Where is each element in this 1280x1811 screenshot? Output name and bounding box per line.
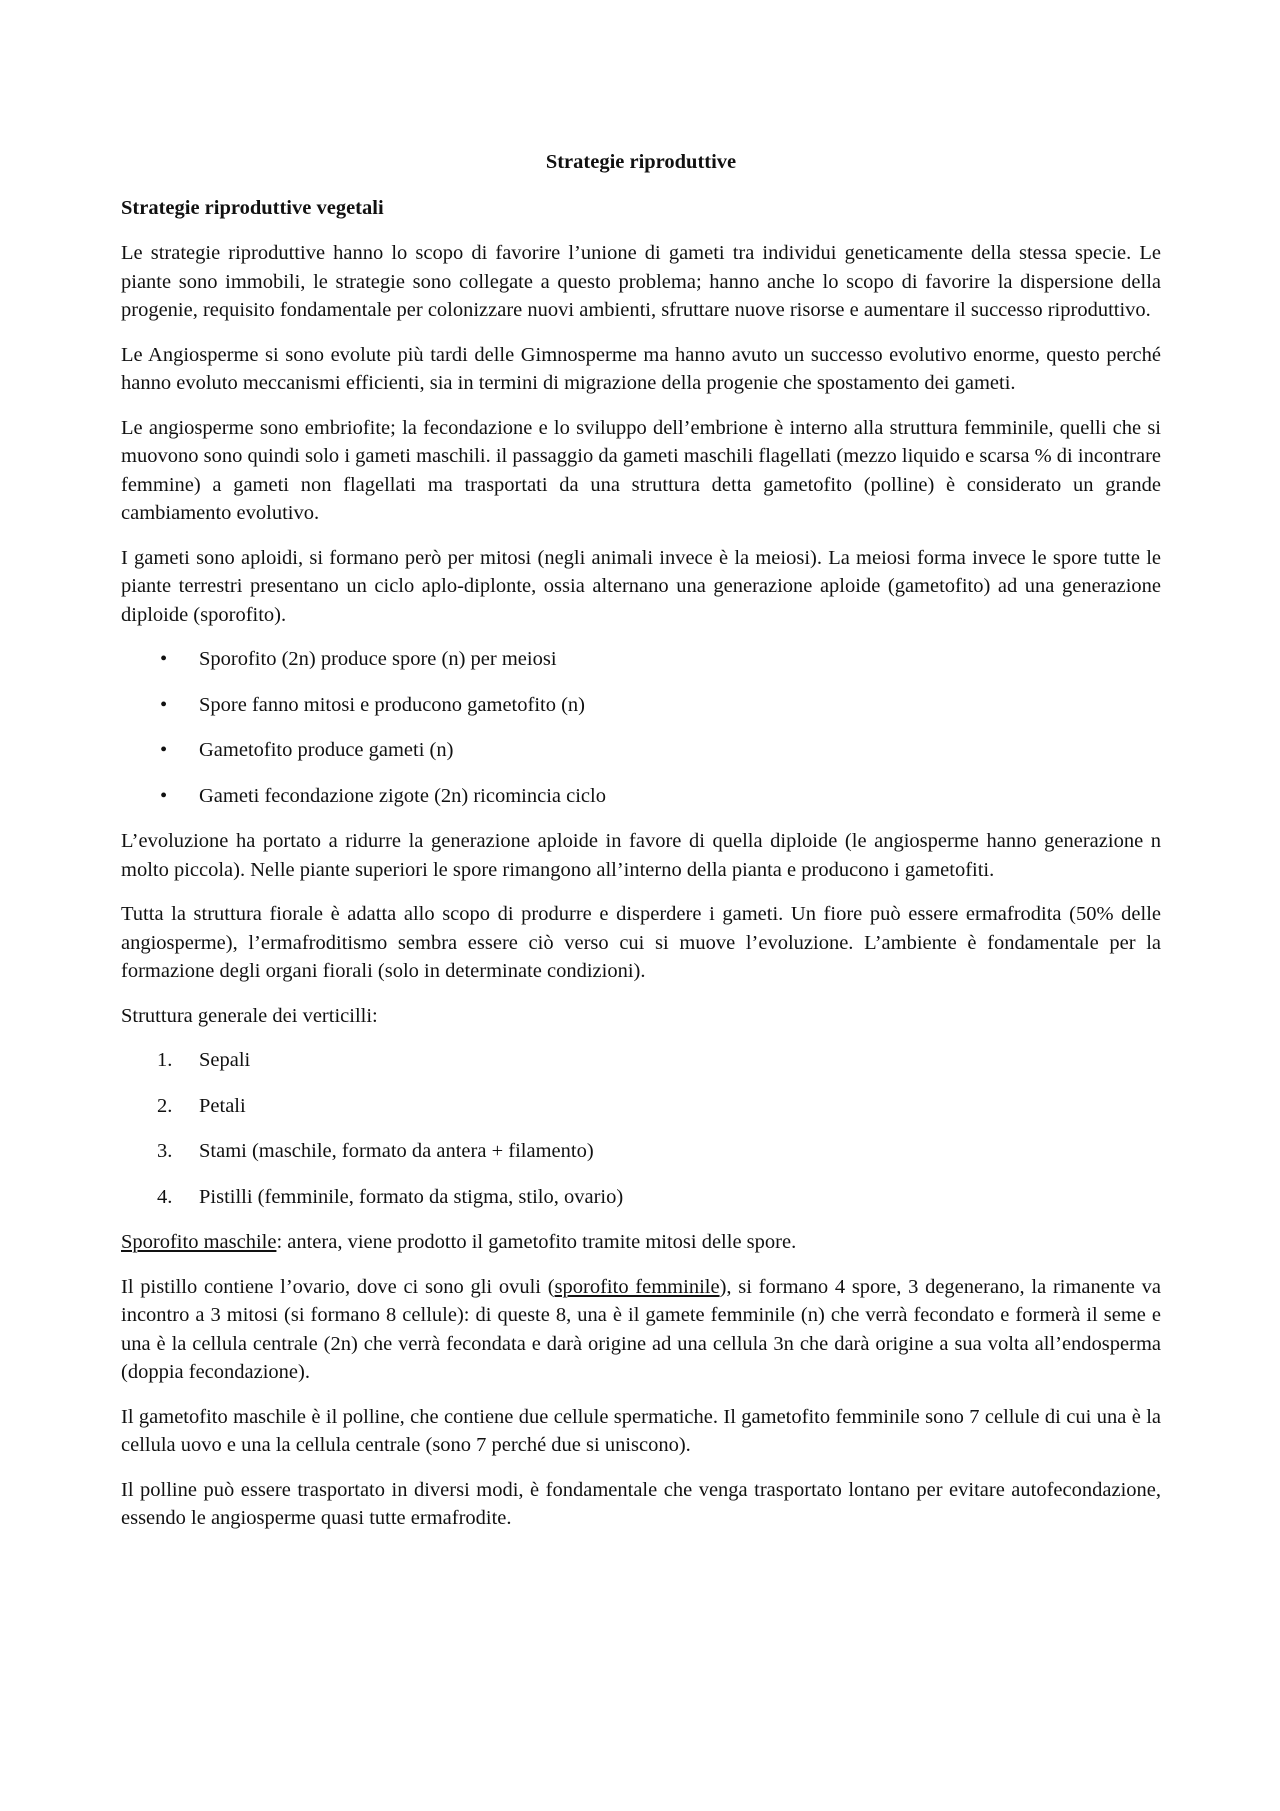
page-title: Strategie riproduttive [545, 151, 737, 173]
list-number: 1. [157, 1049, 173, 1071]
bullet-marker: • [160, 693, 168, 716]
paragraph-9 [121, 1273, 1161, 1387]
list-item [121, 1046, 1161, 1075]
underlined-term: Sporofito maschile [121, 1231, 277, 1253]
list-item-text: Gametofito produce gameti (n) [199, 739, 454, 761]
paragraph-4: I gameti sono aploidi, si formano però per mitosi (negli animali invece è la meiosi). La meiosi forma invece le spore tutte le piante terrestri presentano un ciclo aplo-diplonte, ossia alternano una generazione aploide (gametofito) ad una generazione diploide (sporofito). [121, 546, 1161, 626]
list-item-text: Sepali [199, 1049, 251, 1071]
document-page [121, 148, 1161, 1549]
paragraph-text: ), si formano 4 spore, 3 degenerano, la rimanente va incontro a 3 mitosi (si formano 8 cellule): di queste 8, una è il gamete femminile (n) che verrà fecondato e formerà il seme e una è la cellula centrale (2n) che verrà fecondata e darà origine ad una cellula 3n che darà origine a sua volta all’endosperma (doppia fecondazione). [121, 1275, 1161, 1383]
list-item [121, 645, 1161, 674]
list-item-text: Sporofito (2n) produce spore (n) per meiosi [199, 648, 557, 670]
list-item [121, 1092, 1161, 1121]
paragraph-3: Le angiosperme sono embriofite; la fecondazione e lo sviluppo dell’embrione è interno alla struttura femminile, quelli che si muovono sono quindi solo i gameti maschili. il passaggio da gameti maschili flagellati (mezzo liquido e scarsa % di incontrare femmine) a gameti non flagellati ma trasportati da una struttura detta gametofito (polline) è considerato un grande cambiamento evolutivo. [121, 416, 1161, 524]
list-item-text: Petali [199, 1094, 246, 1117]
paragraph-10: Il gametofito maschile è il polline, che contiene due cellule spermatiche. Il gametofito femminile sono 7 cellule di cui una è la cellula uovo e una la cellula centrale (sono 7 perché due si uniscono). [121, 1405, 1161, 1456]
paragraph-5: L’evoluzione ha portato a ridurre la generazione aploide in favore di quella diploide (le angiosperme hanno generazione n molto piccola). Nelle piante superiori le spore rimangono all’interno della pianta e producono i gametofiti. [121, 830, 1161, 881]
bullet-marker: • [160, 648, 168, 670]
paragraph-7: Struttura generale dei verticilli: [121, 1004, 378, 1027]
underlined-term: sporofito femminile [554, 1275, 720, 1298]
list-number: 2. [157, 1094, 173, 1117]
section-heading: Strategie riproduttive vegetali [121, 196, 384, 219]
paragraph-text: : antera, viene prodotto il gametofito tramite mitosi delle spore. [276, 1231, 797, 1253]
paragraph-1: Le strategie riproduttive hanno lo scopo di favorire l’unione di gameti tra individui geneticamente della stessa specie. Le piante sono immobili, le strategie sono collegate a questo problema; hanno anche lo scopo di favorire la dispersione della progenie, requisito fondamentale per colonizzare nuovi ambienti, sfruttare nuove risorse e aumentare il successo riproduttivo. [121, 242, 1161, 321]
paragraph-2: Le Angiosperme si sono evolute più tardi delle Gimnosperme ma hanno avuto un successo evolutivo enorme, questo perché hanno evoluto meccanismi efficienti, sia in termini di migrazione della progenie che spostamento dei gameti. [121, 343, 1161, 394]
paragraph-11: Il polline può essere trasportato in diversi modi, è fondamentale che venga trasportato lontano per evitare autofecondazione, essendo le angiosperme quasi tutte ermafrodite. [121, 1478, 1161, 1529]
paragraph-6: Tutta la struttura fiorale è adatta allo scopo di produrre e disperdere i gameti. Un fiore può essere ermafrodita (50% delle angiosperme), l’ermafroditismo sembra essere ciò verso cui si muove l’evoluzione. L’ambiente è fondamentale per la formazione degli organi fiorali (solo in determinate condizioni). [121, 903, 1161, 982]
list-number: 4. [157, 1185, 173, 1208]
list-item [121, 782, 1161, 811]
list-item-text: Spore fanno mitosi e producono gametofito (n) [199, 693, 585, 716]
list-item-text: Pistilli (femminile, formato da stigma, stilo, ovario) [199, 1185, 624, 1208]
bullet-marker: • [160, 739, 168, 761]
list-item-text: Gameti fecondazione zigote (2n) ricomincia ciclo [199, 784, 606, 807]
list-number: 3. [157, 1140, 173, 1162]
list-item-text: Stami (maschile, formato da antera + filamento) [199, 1140, 594, 1162]
list-item [121, 1183, 1161, 1212]
list-item [121, 1137, 1161, 1166]
cycle-bullet-list [121, 645, 1161, 810]
list-item [121, 736, 1161, 765]
paragraph-8 [121, 1228, 1161, 1257]
list-item [121, 691, 1161, 720]
bullet-marker: • [160, 784, 168, 807]
paragraph-text: Il pistillo contiene l’ovario, dove ci sono gli ovuli ( [121, 1275, 555, 1298]
verticilli-numbered-list [121, 1046, 1161, 1211]
